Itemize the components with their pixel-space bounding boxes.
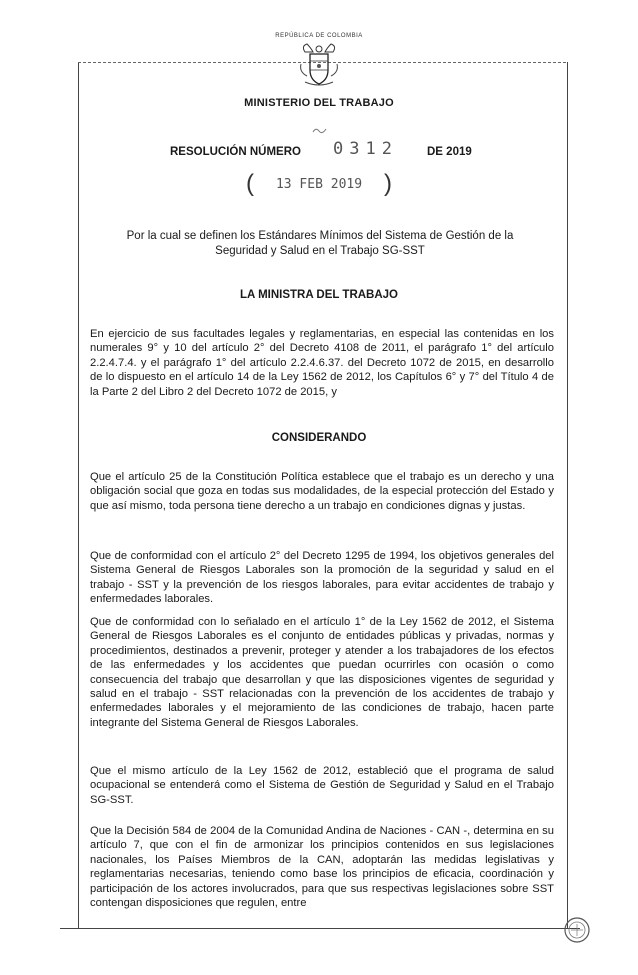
authority-heading: LA MINISTRA DEL TRABAJO — [239, 289, 399, 301]
consideration-paragraph: Que la Decisión 584 de 2004 de la Comunidad Andina de Naciones - CAN -, determina en su artículo 7, que con el fin de armonizar los principios contenidos en sus legislaciones nacionales, los Países Miembros de la CAN, adoptarán las medidas legislativas y reglamentarias necesarias, teniendo como base los principios de eficacia, coordinación y participación de los actores involucrados, para que sus respectivas legislaciones sobre SST contengan disposiciones que regulen, entre — [90, 825, 554, 910]
page-border-bottom — [60, 928, 580, 929]
republic-label: REPÚBLICA DE COLOMBIA — [275, 33, 363, 39]
resolution-label: RESOLUCIÓN NÚMERO — [170, 146, 301, 158]
page-stamp-icon — [562, 915, 592, 945]
resolution-subtitle: Por la cual se definen los Estándares Mínimos del Sistema de Gestión de la Seguridad y Salud en el Trabajo SG-SST — [126, 230, 514, 257]
resolution-number: 0312 — [333, 139, 398, 159]
ministry-title: MINISTERIO DEL TRABAJO — [244, 97, 394, 109]
consideration-paragraph: Que el artículo 25 de la Constitución Política establece que el trabajo es un derecho y una obligación social que goza en todas sus modalidades, de la especial protección del Estado y que así mismo, toda persona tiene derecho a un trabajo en condiciones dignas y justas. — [90, 471, 554, 512]
resolution-date: 13 FEB 2019 — [275, 176, 363, 192]
handwritten-mark-icon — [312, 126, 328, 134]
resolution-year: DE 2019 — [427, 146, 472, 158]
consideration-paragraph: Que de conformidad con el artículo 2° del Decreto 1295 de 1994, los objetivos generales del Sistema General de Riesgos Laborales son la promoción de la seguridad y salud en el trabajo - SST y la prevención de los riesgos laborales, para evitar accidentes de trabajo y enfermedades laborales. — [90, 550, 554, 606]
considering-heading: CONSIDERANDO — [271, 432, 367, 444]
resolution-date-line: ( 13 FEB 2019 ) — [245, 170, 393, 197]
consideration-paragraph: Que el mismo artículo de la Ley 1562 de 2012, estableció que el programa de salud ocupacional se entenderá como el Sistema de Gestión de Seguridad y Salud en el Trabajo SG-SST. — [90, 765, 554, 806]
coat-of-arms-icon — [297, 42, 341, 88]
consideration-paragraph: Que de conformidad con lo señalado en el artículo 1° de la Ley 1562 de 2012, el Sistema General de Riesgos Laborales es el conjunto de entidades públicas y privadas, normas y procedimientos, destinados a prevenir, proteger y atender a los trabajadores de los efectos de las enfermedades y los accidentes que puedan ocurrirles con ocasión o como consecuencia del trabajo que desarrollan y que las disposiciones vigentes de seguridad y salud en el trabajo - SST relacionadas con la prevención de los accidentes de trabajo y enfermedades laborales y el mejoramiento de las condiciones de trabajo, hacen parte integrante del Sistema General de Riesgos Laborales. — [90, 616, 554, 729]
preamble-paragraph: En ejercicio de sus facultades legales y reglamentarias, en especial las contenidas en los numerales 9° y 10 del artículo 2° del Decreto 4108 de 2011, el parágrafo 1° del artículo 2.2.4.7.4. y el parágrafo 1° del artículo 2.2.4.6.37. del Decreto 1072 de 2015, en desarrollo de lo dispuesto en el artículo 14 de la Ley 1562 de 2012, los Capítulos 6° y 7° del Título 4 de la Parte 2 del Libro 2 del Decreto 1072 de 2015, y — [90, 328, 554, 398]
